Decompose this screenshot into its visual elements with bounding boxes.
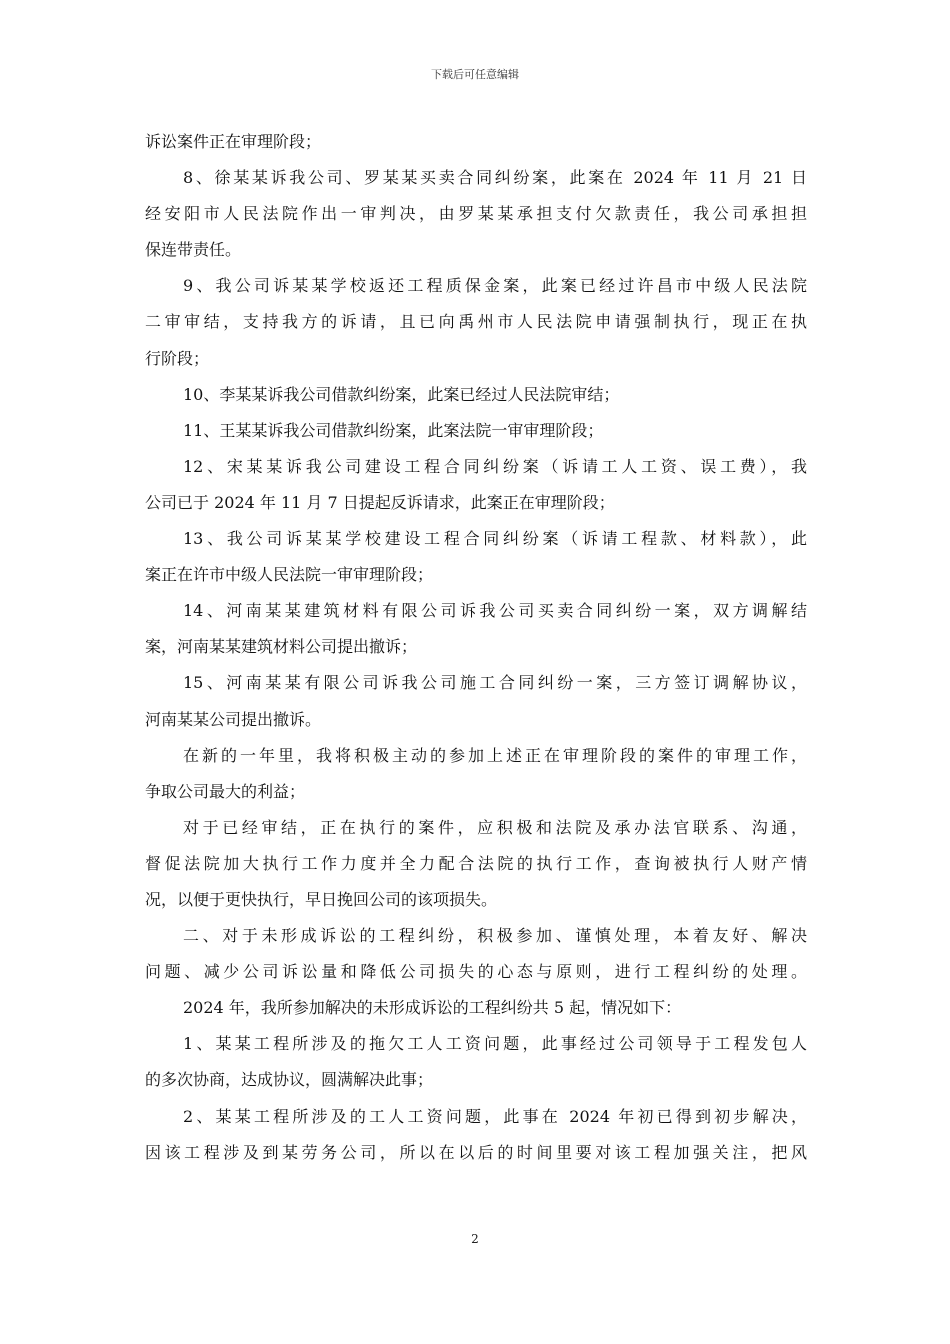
text-line: 9、我公司诉某某学校返还工程质保金案，此案已经过许昌市中级人民法院 (183, 276, 807, 296)
page-number: 2 (471, 1232, 479, 1246)
text-line: 2024 年，我所参加解决的未形成诉讼的工程纠纷共 5 起，情况如下： (183, 998, 682, 1018)
text-line: 案正在许市中级人民法院一审审理阶段； (145, 565, 434, 585)
text-line: 11、王某某诉我公司借款纠纷案，此案法院一审审理阶段； (183, 420, 604, 440)
text-line: 二、对于未形成诉讼的工程纠纷，积极参加、谨慎处理，本着友好、解决 (183, 926, 807, 946)
text-line: 保连带责任。 (145, 240, 242, 260)
text-line: 行阶段； (145, 348, 210, 368)
text-line: 河南某某公司提出撤诉。 (145, 709, 322, 729)
text-line: 因该工程涉及到某劳务公司，所以在以后的时间里要对该工程加强关注，把风 (145, 1142, 807, 1162)
text-line: 案，河南某某建筑材料公司提出撤诉； (145, 637, 418, 657)
text-line: 公司已于 2024 年 11 月 7 日提起反诉请求，此案正在审理阶段； (145, 492, 615, 512)
text-line: 诉讼案件正在审理阶段； (145, 132, 322, 151)
text-line: 1、某某工程所涉及的拖欠工人工资问题，此事经过公司领导于工程发包人 (183, 1034, 807, 1054)
text-line: 2、某某工程所涉及的工人工资问题，此事在 2024 年初已得到初步解决， (183, 1106, 807, 1126)
text-line: 8、徐某某诉我公司、罗某某买卖合同纠纷案，此案在 2024 年 11 月 21 日 (183, 168, 807, 188)
text-line: 经安阳市人民法院作出一审判决，由罗某某承担支付欠款责任，我公司承担担 (145, 204, 807, 224)
text-line: 在新的一年里，我将积极主动的参加上述正在审理阶段的案件的审理工作， (183, 745, 807, 765)
text-line: 12、宋某某诉我公司建设工程合同纠纷案（诉请工人工资、误工费），我 (183, 456, 807, 476)
text-line: 二审审结，支持我方的诉请，且已向禹州市人民法院申请强制执行，现正在执 (145, 312, 807, 332)
text-line: 对于已经审结，正在执行的案件，应积极和法院及承办法官联系、沟通， (183, 817, 807, 837)
text-line: 况，以便于更快执行，早日挽回公司的该项损失。 (145, 889, 498, 909)
text-line: 13、我公司诉某某学校建设工程合同纠纷案（诉请工程款、材料款），此 (183, 529, 807, 549)
text-line: 14、河南某某建筑材料有限公司诉我公司买卖合同纠纷一案，双方调解结 (183, 601, 807, 621)
document-body (145, 124, 807, 1171)
text-line: 的多次协商，达成协议，圆满解决此事； (145, 1070, 434, 1090)
text-line: 问题、减少公司诉讼量和降低公司损失的心态与原则，进行工程纠纷的处理。 (145, 962, 807, 982)
page-header: 下载后可任意编辑 (431, 68, 519, 81)
text-line: 争取公司最大的利益； (145, 781, 306, 801)
text-line: 15、河南某某有限公司诉我公司施工合同纠纷一案，三方签订调解协议， (183, 673, 807, 693)
text-line: 10、李某某诉我公司借款纠纷案，此案已经过人民法院审结； (183, 384, 620, 404)
text-line: 督促法院加大执行工作力度并全力配合法院的执行工作，查询被执行人财产情 (145, 853, 807, 873)
